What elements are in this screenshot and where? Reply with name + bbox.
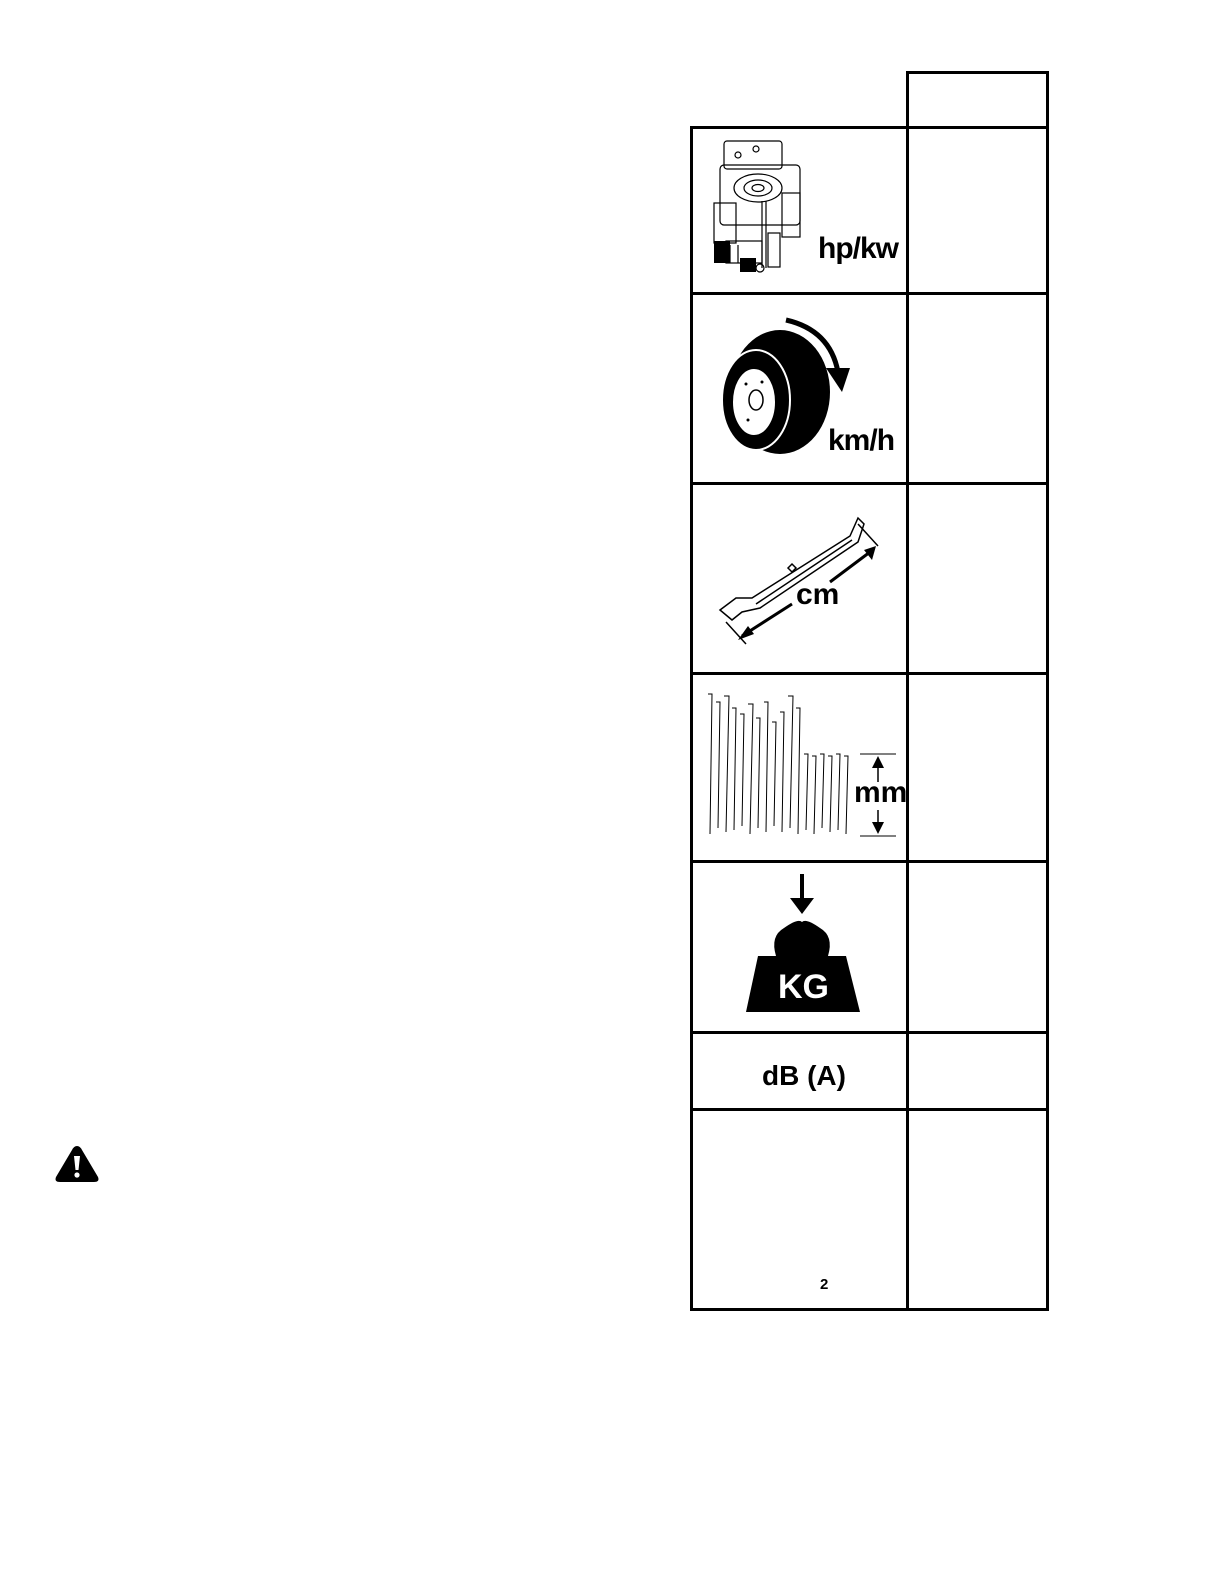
warning-triangle-icon [54, 1144, 100, 1184]
unit-label-db-a: dB (A) [762, 1060, 846, 1091]
unit-label-km-h: km/h [828, 424, 895, 457]
unit-label-cm: cm [796, 578, 840, 611]
spec-row-engine-value-cell [906, 126, 1049, 295]
spec-row-weight-value-cell [906, 860, 1049, 1034]
unit-label-mm: mm [854, 776, 908, 809]
spec-row-last-label-cell [690, 1108, 909, 1311]
unit-label-hp-kw: hp/kw [818, 232, 899, 265]
spec-row-speed-value-cell [906, 292, 1049, 485]
grass-height-icon [702, 688, 902, 848]
superscript-2: 2 [820, 1276, 829, 1293]
spec-row-cut-height-value-cell [906, 672, 1049, 863]
spec-row-last-value-cell [906, 1108, 1049, 1311]
spec-row-blade-value-cell [906, 482, 1049, 675]
spec-row-noise-value-cell [906, 1031, 1049, 1111]
engine-icon [712, 133, 822, 283]
unit-label-kg: KG [778, 968, 829, 1006]
table-header-cell [906, 71, 1049, 129]
